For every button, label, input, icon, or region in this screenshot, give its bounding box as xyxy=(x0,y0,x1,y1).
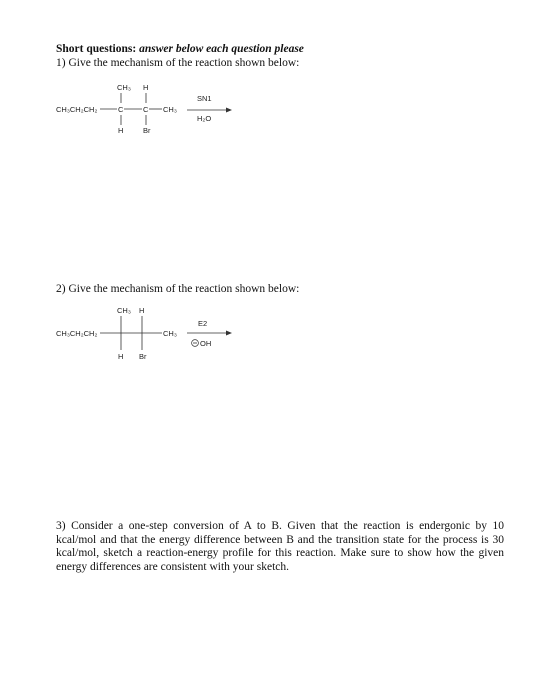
r1-top-left: CH₃ xyxy=(117,83,131,92)
r1-bottom-right: Br xyxy=(143,126,151,135)
question-2-prompt: 2) Give the mechanism of the reaction shown below: xyxy=(56,283,300,295)
r2-top-right: H xyxy=(139,306,145,315)
r2-condition-bottom: OH xyxy=(200,339,212,348)
r1-carbon-2: C xyxy=(143,105,149,114)
r1-carbon-1: C xyxy=(118,105,124,114)
r2-bottom-left: H xyxy=(118,352,124,361)
r2-end-group: CH₃ xyxy=(163,329,177,338)
r1-condition-bottom: H₂O xyxy=(197,114,212,123)
r1-chain: CH₃CH₂CH₂ xyxy=(56,105,98,114)
r2-bottom-right: Br xyxy=(139,352,147,361)
r2-chain: CH₃CH₂CH₂ xyxy=(56,329,98,338)
question-1-prompt: 1) Give the mechanism of the reaction shown below: xyxy=(56,57,300,69)
r1-arrow-head xyxy=(226,108,232,113)
r2-arrow-head xyxy=(226,331,232,336)
header-subtitle: answer below each question please xyxy=(139,43,304,55)
r1-top-right: H xyxy=(143,83,149,92)
r2-condition-top: E2 xyxy=(198,319,208,328)
question-3-text: 3) Consider a one-step conversion of A to B. Given that the reaction is endergonic by 10 kcal/mol and that the energy difference between B and the transition state for the process is 30 kcal/mol, sketch a reaction-energy profile for this reaction. Make sure to show how the given energy differences are consistent with your sketch. xyxy=(56,520,504,573)
r1-condition-top: SN1 xyxy=(197,94,212,103)
r1-bottom-left: H xyxy=(118,126,124,135)
header-title: Short questions: xyxy=(56,43,137,55)
r1-end-group: CH₃ xyxy=(163,105,177,114)
r2-top-left: CH₃ xyxy=(117,306,131,315)
